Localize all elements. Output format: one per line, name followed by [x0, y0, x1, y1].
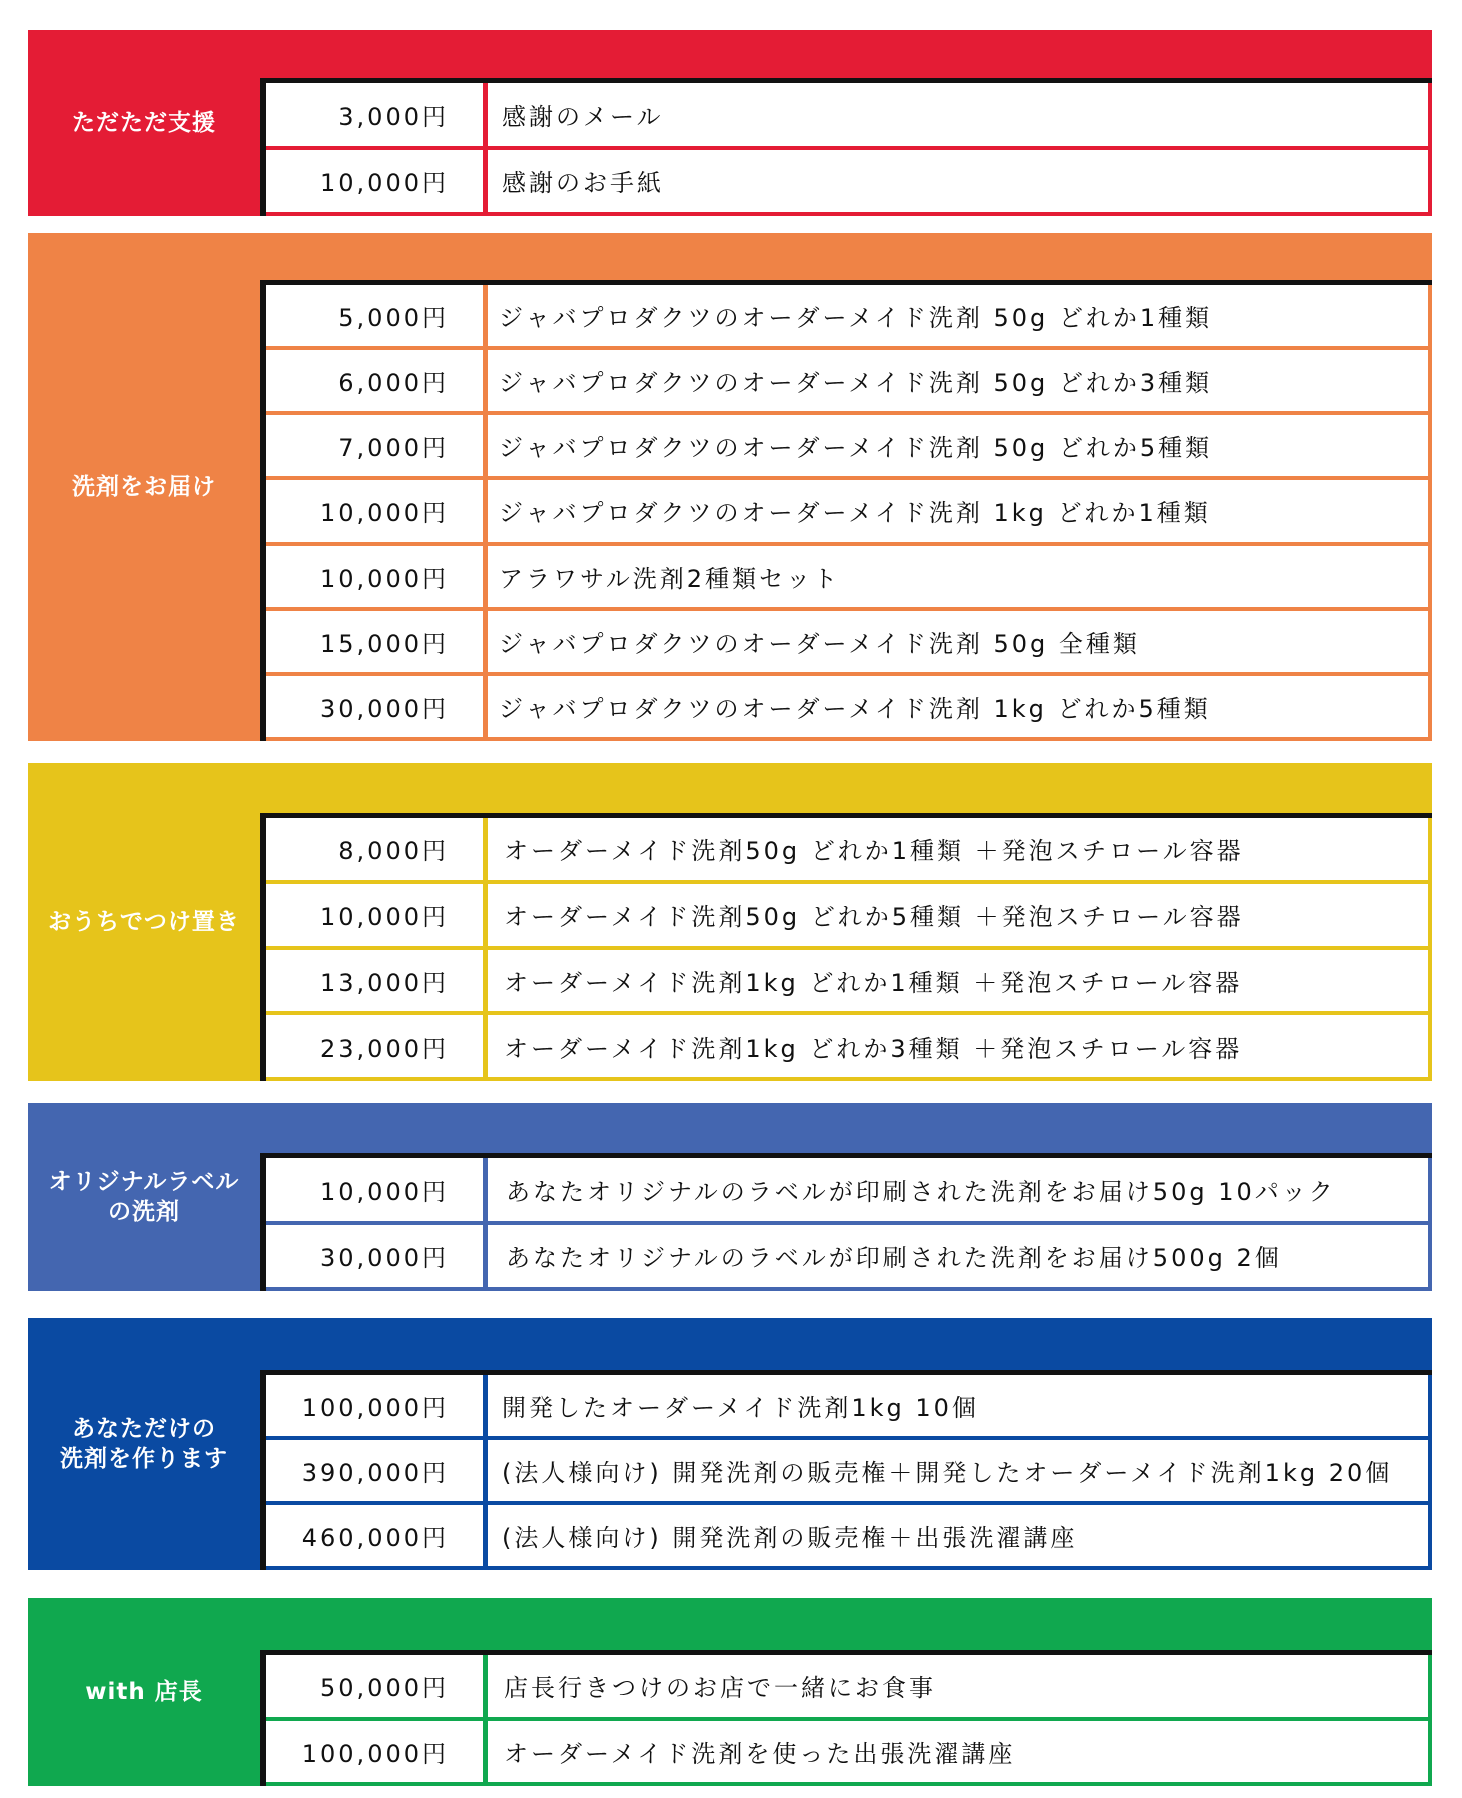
reward-price: 15,000円	[266, 611, 488, 672]
category-label: with 店長	[85, 1679, 203, 1705]
reward-price: 10,000円	[266, 546, 488, 607]
reward-row	[266, 1225, 1432, 1292]
reward-section	[28, 30, 1432, 216]
reward-row	[266, 611, 1432, 676]
reward-section	[28, 763, 1432, 1081]
category-panel	[28, 1318, 260, 1570]
reward-price: 10,000円	[266, 884, 488, 946]
reward-description: 店長行きつけのお店で一緒にお食事	[504, 1674, 936, 1703]
reward-price: 10,000円	[266, 480, 488, 541]
reward-description: オーダーメイド洗剤を使った出張洗濯講座	[504, 1739, 1016, 1768]
reward-description: ジャバプロダクツのオーダーメイド洗剤 1kg どれか1種類	[499, 499, 1211, 528]
reward-description: ジャバプロダクツのオーダーメイド洗剤 50g どれか1種類	[499, 304, 1213, 333]
reward-description: あなたオリジナルのラベルが印刷された洗剤をお届け500g 2個	[506, 1244, 1282, 1273]
reward-row	[266, 480, 1432, 545]
reward-description: (法人様向け) 開発洗剤の販売権＋出張洗濯講座	[502, 1524, 1078, 1552]
reward-description: オーダーメイド洗剤1kg どれか1種類 ＋発泡スチロール容器	[504, 968, 1243, 997]
reward-price: 390,000円	[266, 1440, 488, 1501]
category-label: オリジナルラベル の洗剤	[48, 1169, 240, 1225]
reward-row	[266, 546, 1432, 611]
reward-price: 7,000円	[266, 415, 488, 476]
category-panel	[28, 1598, 260, 1786]
reward-table	[260, 813, 1432, 1081]
reward-row	[266, 818, 1432, 884]
reward-price: 460,000円	[266, 1505, 488, 1566]
category-label: 洗剤をお届け	[72, 474, 216, 500]
reward-table	[260, 1370, 1432, 1570]
reward-row	[266, 285, 1432, 350]
reward-description: あなたオリジナルのラベルが印刷された洗剤をお届け50g 10パック	[506, 1177, 1336, 1206]
reward-price: 6,000円	[266, 350, 488, 411]
reward-row	[266, 150, 1432, 217]
reward-row	[266, 83, 1432, 150]
reward-table	[260, 280, 1432, 741]
reward-row	[266, 415, 1432, 480]
reward-description: ジャバプロダクツのオーダーメイド洗剤 50g 全種類	[499, 629, 1140, 658]
reward-price: 13,000円	[266, 950, 488, 1012]
reward-description: アラワサル洗剤2種類セット	[499, 564, 841, 593]
reward-description: (法人様向け) 開発洗剤の販売権＋開発したオーダーメイド洗剤1kg 20個	[502, 1459, 1393, 1487]
reward-price: 30,000円	[266, 676, 488, 737]
reward-price: 3,000円	[266, 83, 488, 146]
reward-description: 開発したオーダーメイド洗剤1kg 10個	[502, 1394, 979, 1422]
reward-price: 100,000円	[266, 1721, 488, 1783]
reward-price: 50,000円	[266, 1655, 488, 1717]
category-panel	[28, 1103, 260, 1291]
reward-table	[260, 1650, 1432, 1786]
reward-row	[266, 1015, 1432, 1081]
reward-row	[266, 1505, 1432, 1570]
reward-row	[266, 1375, 1432, 1440]
reward-description: 感謝のお手紙	[502, 169, 664, 198]
reward-section	[28, 1598, 1432, 1786]
reward-price: 30,000円	[266, 1225, 488, 1288]
reward-description: ジャバプロダクツのオーダーメイド洗剤 50g どれか3種類	[499, 369, 1213, 398]
reward-row	[266, 950, 1432, 1016]
reward-price: 23,000円	[266, 1015, 488, 1077]
reward-description: オーダーメイド洗剤50g どれか5種類 ＋発泡スチロール容器	[504, 903, 1244, 932]
category-label: おうちでつけ置き	[48, 909, 240, 935]
reward-row	[266, 1440, 1432, 1505]
reward-price: 10,000円	[266, 150, 488, 213]
reward-price: 10,000円	[266, 1158, 488, 1221]
reward-table	[260, 78, 1432, 216]
reward-price: 5,000円	[266, 285, 488, 346]
category-label: あなただけの 洗剤を作ります	[60, 1416, 228, 1472]
reward-section	[28, 1103, 1432, 1291]
reward-description: ジャバプロダクツのオーダーメイド洗剤 50g どれか5種類	[499, 434, 1213, 463]
reward-row	[266, 1158, 1432, 1225]
reward-section	[28, 1318, 1432, 1570]
reward-description: 感謝のメール	[502, 102, 664, 131]
reward-price: 100,000円	[266, 1375, 488, 1436]
reward-row	[266, 676, 1432, 741]
reward-row	[266, 884, 1432, 950]
reward-table	[260, 1153, 1432, 1291]
reward-description: オーダーメイド洗剤1kg どれか3種類 ＋発泡スチロール容器	[504, 1034, 1243, 1063]
reward-row	[266, 1721, 1432, 1787]
reward-price: 8,000円	[266, 818, 488, 880]
reward-description: ジャバプロダクツのオーダーメイド洗剤 1kg どれか5種類	[499, 694, 1211, 723]
category-panel	[28, 763, 260, 1081]
category-panel	[28, 30, 260, 216]
category-label: ただただ支援	[72, 110, 216, 136]
category-panel	[28, 233, 260, 741]
reward-section	[28, 233, 1432, 741]
reward-row	[266, 1655, 1432, 1721]
reward-row	[266, 350, 1432, 415]
reward-description: オーダーメイド洗剤50g どれか1種類 ＋発泡スチロール容器	[504, 837, 1244, 866]
